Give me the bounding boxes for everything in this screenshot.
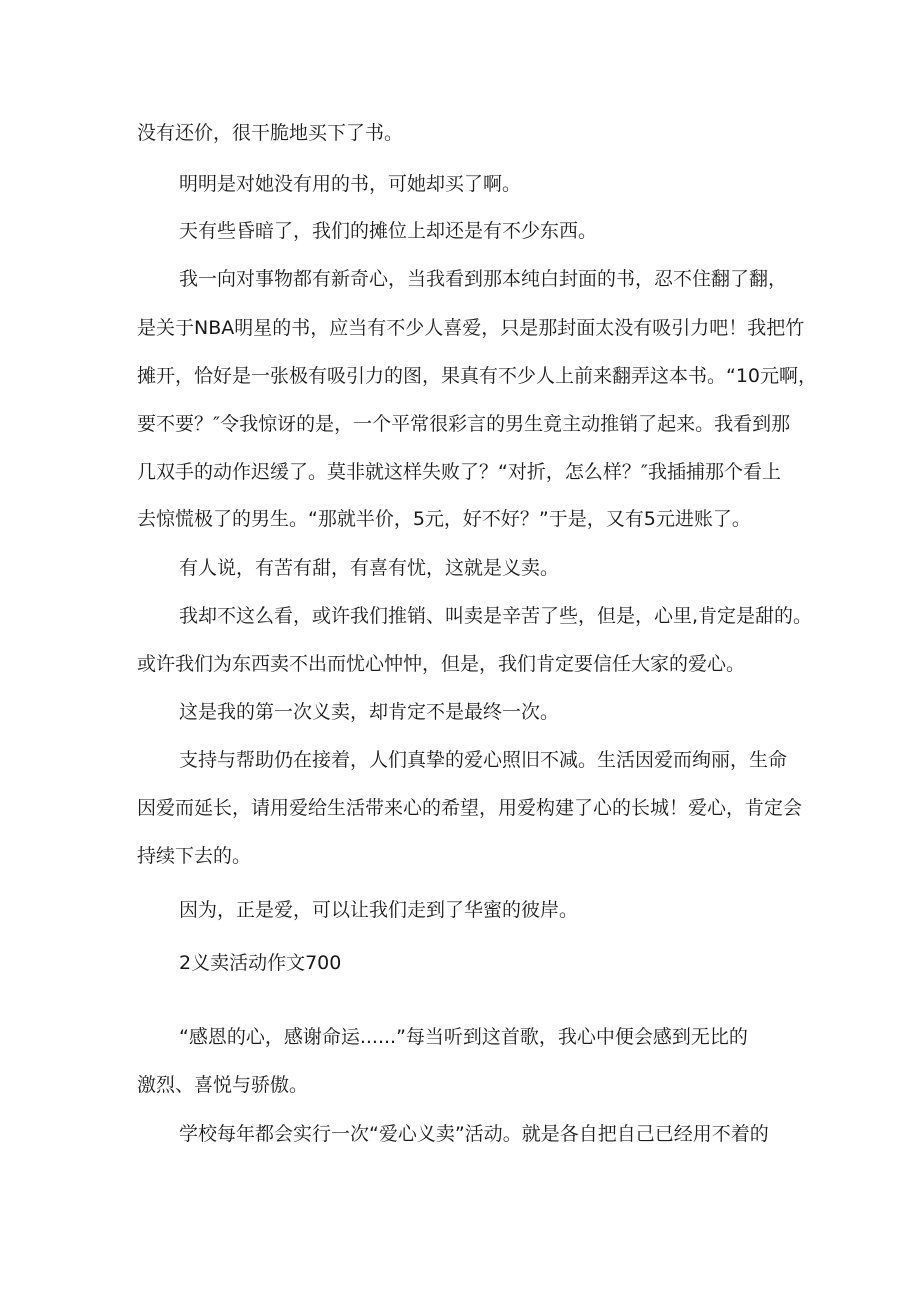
text-line: 要不要？″令我惊讶的是，一个平常很彩言的男生竟主动推销了起来。我看到那 — [137, 413, 791, 435]
text-line: 持续下去的。 — [137, 845, 252, 867]
text-line: 几双手的动作迟缓了。莫非就这样失败了？“对折，怎么样？″我插捕那个看上 — [137, 461, 781, 483]
paragraph-line: 支持与帮助仍在接着，人们真挚的爱心照旧不减。生活因爱而绚丽，生命 — [179, 749, 788, 771]
text-line: 摊开，恰好是一张极有吸引力的图，果真有不少人上前来翻弄这本书。“10元啊， — [137, 365, 818, 387]
paragraph-line: 我一向对事物都有新奇心，当我看到那本纯白封面的书，忍不住翻了翻， — [179, 268, 788, 290]
text-line: 没有还价，很干脆地买下了书。 — [137, 122, 404, 144]
paragraph-line: 因为，正是爱，可以让我们走到了华蜜的彼岸。 — [179, 899, 579, 921]
paragraph-line: 有人说，有苦有甜，有喜有忧，这就是义卖。 — [179, 557, 560, 579]
paragraph-line: 我却不这么看，或许我们推销、叫卖是辛苦了些，但是，心里,肯定是甜的。 — [179, 605, 813, 627]
section-heading: 2义卖活动作文700 — [179, 952, 342, 974]
paragraph-line: “感恩的心，感谢命运......”每当听到这首歌，我心中便会感到无比的 — [179, 1026, 748, 1048]
text-line: 去惊慌极了的男生。“那就半价，5元，好不好？”于是，又有5元进账了。 — [137, 508, 751, 530]
text-line: 是关于NBA明星的书，应当有不少人喜爱，只是那封面太没有吸引力吧！我把竹 — [137, 317, 805, 339]
paragraph-line: 明明是对她没有用的书，可她却买了啊。 — [179, 173, 522, 195]
paragraph-line: 这是我的第一次义卖，却肯定不是最终一次。 — [179, 701, 560, 723]
paragraph-line: 学校每年都会实行一次“爱心义卖”活动。就是各自把自己已经用不着的 — [179, 1123, 769, 1145]
text-line: 激烈、喜悦与骄傲。 — [137, 1074, 309, 1096]
text-line: 或许我们为东西卖不出而忧心忡忡，但是，我们肯定要信任大家的爱心。 — [137, 653, 746, 675]
paragraph-line: 天有些昏暗了，我们的摊位上却还是有不少东西。 — [179, 220, 598, 242]
text-line: 因爱而延长，请用爱给生活带来心的希望，用爱构建了心的长城！爱心，肯定会 — [137, 797, 803, 819]
